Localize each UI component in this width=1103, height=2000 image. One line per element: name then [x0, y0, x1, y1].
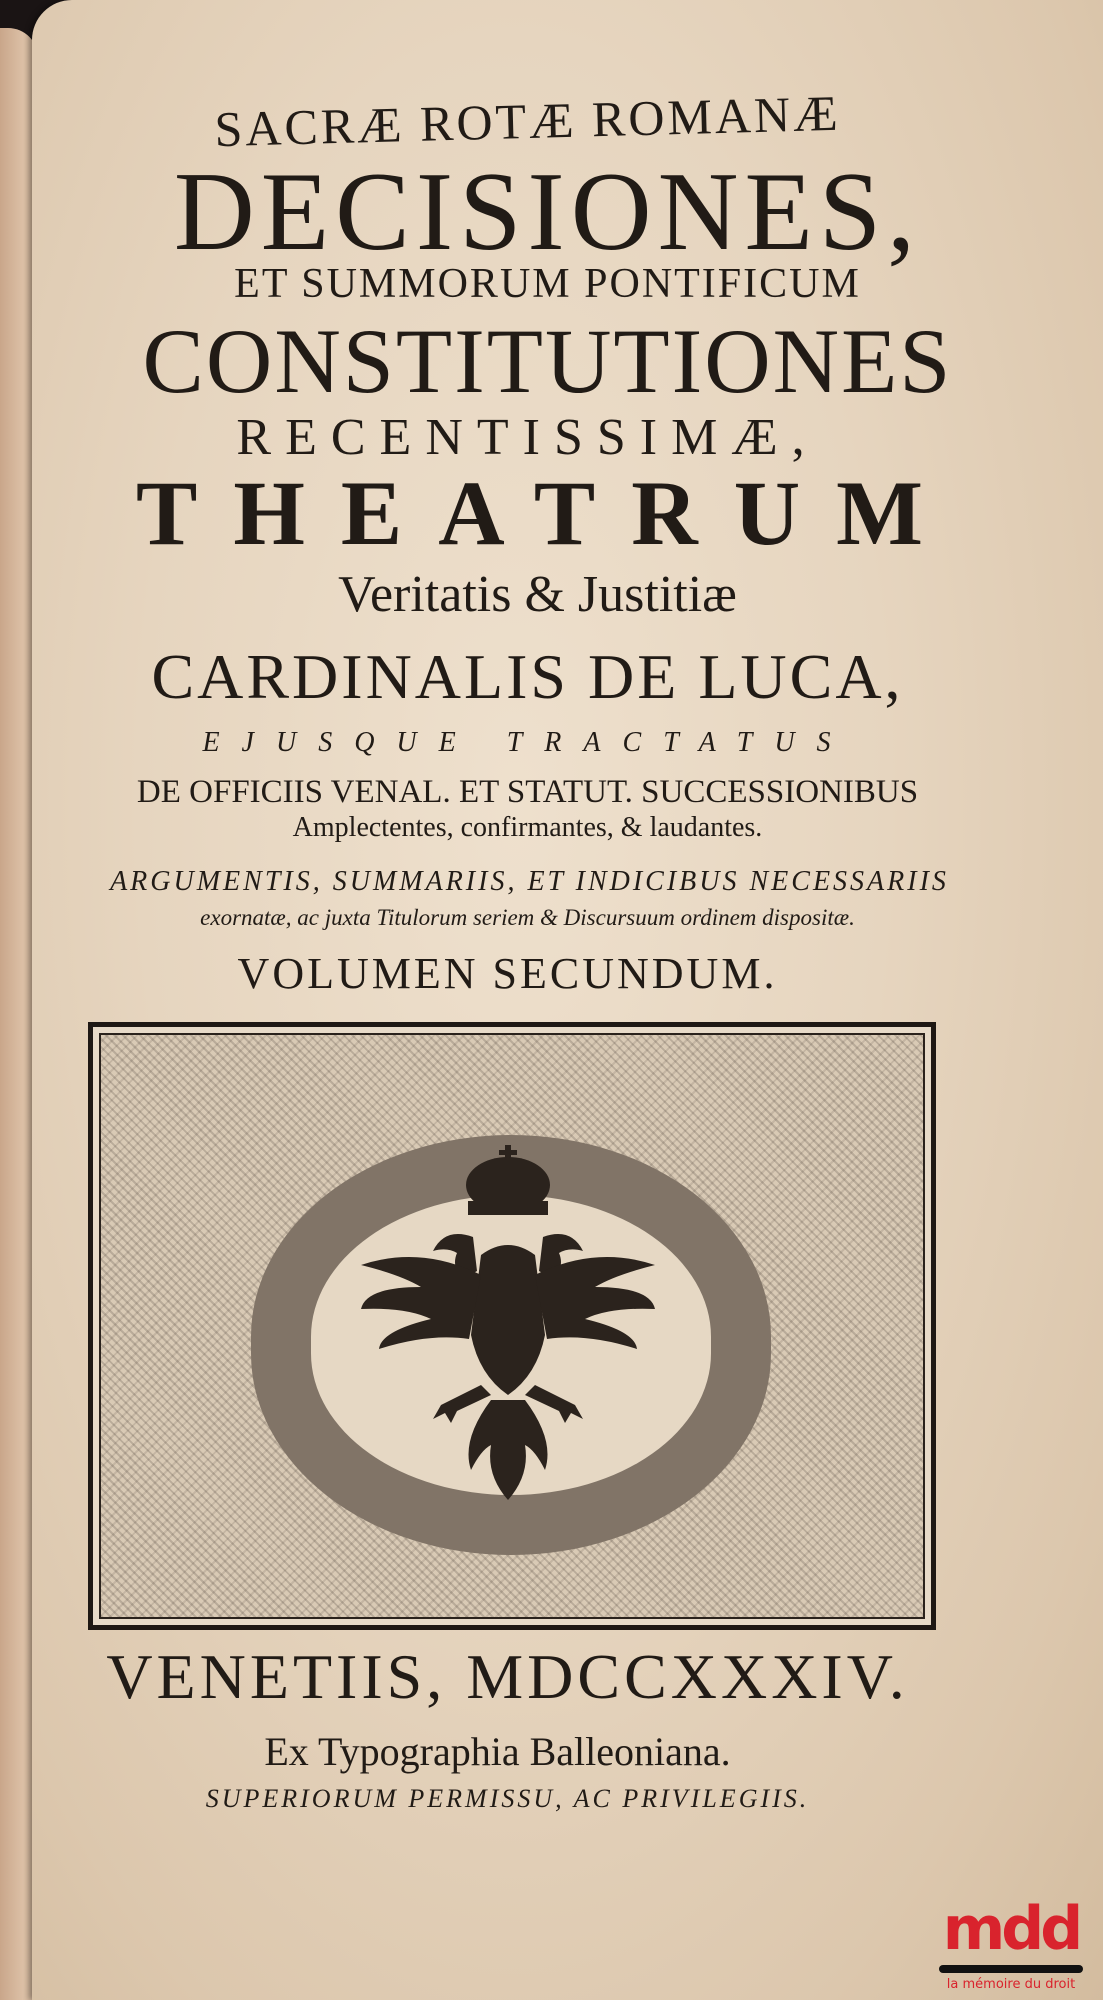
- title-decisiones: DECISIONES,: [173, 150, 922, 274]
- title-theatrum: THEATRUM: [136, 462, 959, 564]
- printers-device-woodcut: [88, 1022, 936, 1630]
- amplectentes: Amplectentes, confirmantes, & laudantes.: [292, 812, 763, 843]
- title-line-sacrae: SACRÆ ROTÆ ROMANÆ: [213, 84, 842, 158]
- subtitle-veritatis: Veritatis & Justitiæ: [338, 566, 737, 623]
- double-headed-eagle-icon: [361, 1145, 661, 1515]
- title-page: [32, 0, 1103, 2000]
- imprint-printer: Ex Typographia Balleoniana.: [264, 1729, 731, 1774]
- mdd-logo-text: mdd: [942, 1894, 1080, 1964]
- argumentis: ARGUMENTIS, SUMMARIIS, ET INDICIBUS NECESSARIIS: [110, 866, 949, 897]
- author-name: CARDINALIS DE LUCA,: [151, 641, 904, 712]
- title-constitutiones: CONSTITUTIONES: [142, 310, 953, 412]
- imprint-place-year: VENETIIS, MDCCXXXIV.: [106, 1641, 909, 1712]
- imprint-privilege: SUPERIORUM PERMISSU, AC PRIVILEGIIS.: [205, 1784, 810, 1813]
- de-officiis: DE OFFICIIS VENAL. ET STATUT. SUCCESSIONIBUS: [136, 774, 919, 810]
- mdd-logo-bar: [939, 1965, 1083, 1973]
- ejusque-tractatus: EJUSQUE TRACTATUS: [202, 727, 853, 758]
- exornatae: exornatæ, ac juxta Titulorum seriem & Discursuum ordinem dispositæ.: [200, 905, 855, 930]
- title-line-summorum: ET SUMMORUM PONTIFICUM: [234, 261, 861, 307]
- title-recentissimae: RECENTISSIMÆ,: [236, 409, 819, 466]
- mdd-tagline: la mémoire du droit: [946, 1977, 1076, 1992]
- mdd-watermark-logo: [931, 1894, 1091, 1992]
- volume-label: VOLUMEN SECUNDUM.: [237, 949, 778, 998]
